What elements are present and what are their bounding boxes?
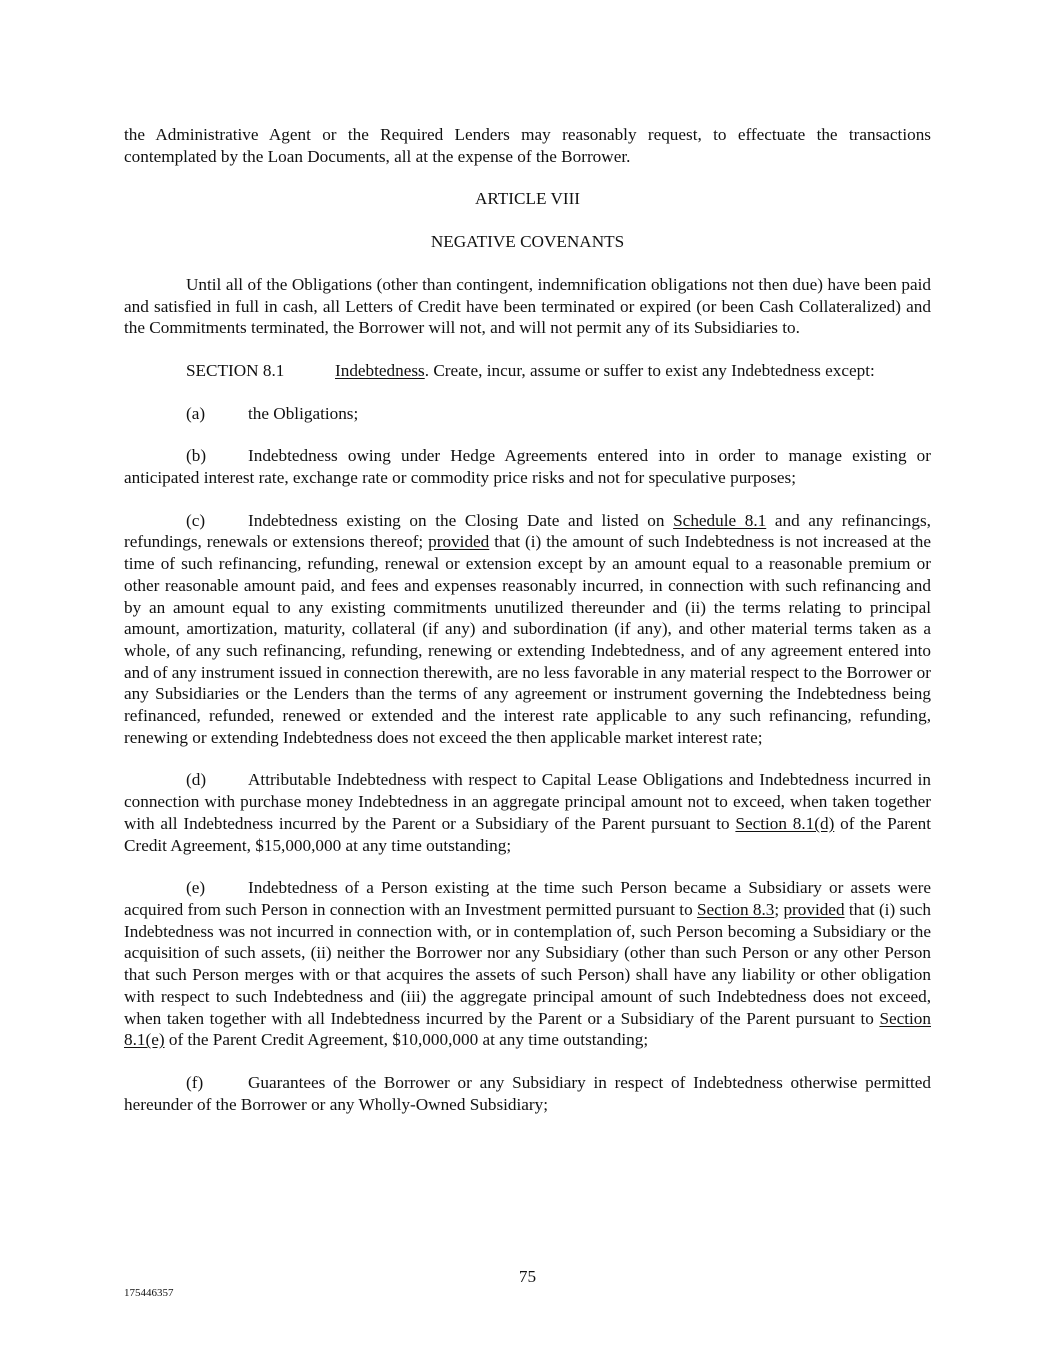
schedule-8-1-reference: Schedule 8.1 [673,510,767,530]
clause-e-text-3: that (i) such Indebtedness was not incurred in connection with, or in contemplation of, such Person becoming a Subsidiary or the acquisition of such assets, (ii) neither the Borrower nor any Subsidiary (other than such Person or any other Person that such Person merges with or that acquires the assets of such Person) shall have any liability or other obligation with respect to such Indebtedness and (iii) the aggregate principal amount of such Indebtedness does not exceed, when taken together with all Indebtedness incurred by the Parent or a Subsidiary of the Parent pursuant to [124,899,931,1028]
clause-c-label: (c) [186,510,206,530]
section-label: SECTION 8.1 [186,360,285,380]
intro-paragraph: the Administrative Agent or the Required Lenders may reasonably request, to effectuate the transactions contemplated by the Loan Documents, all at the expense of the Borrower. [124,125,931,166]
clause-d [124,769,931,856]
clause-d-text-2: of the Parent Credit Agreement, $15,000,000 at any time outstanding; [124,813,931,855]
clause-c [124,510,931,749]
clause-e-text-1: Indebtedness of a Person existing at the time such Person became a Subsidiary or assets were acquired from such Person in connection with an Investment permitted pursuant to [124,878,931,919]
clause-a-label: (a) [186,403,206,423]
clause-b [124,445,931,488]
article-title: NEGATIVE COVENANTS [430,232,625,252]
document-id: 175446357 [124,1287,174,1299]
clause-c-text-3: that (i) the amount of such Indebtedness is not increased at the time of such refinancing, refunding, renewal or extension except by an amount equal to a reasonable premium or other reasonable amount paid, and fees and expenses reasonably incurred, in connection with such refinancing and by an amount equal to any existing commitments unutilized thereunder and (ii) the terms relating to principal amount, amortization, maturity, collateral (if any) and subordination (if any), and other material terms taken as a whole, of any such refinancing, refunding, renewing or extending Indebtedness, and of any agreement entered into and of any instrument issued in connection therewith, are no less favorable in any material respect to the Borrower or any Subsidiaries or the Lenders than the terms of any agreement or instrument governing the Indebtedness being refinanced, refunded, renewed or extended and the interest rate applicable to any such refinancing, refunding, renewing or extending Indebtedness does not exceed the then applicable market interest rate; [124,532,931,747]
clause-c-text-1: Indebtedness existing on the Closing Date and listed on [248,510,674,530]
clause-f [124,1072,931,1115]
section-8-1-paragraph [124,360,931,382]
section-8-3-reference: Section 8.3 [696,899,775,919]
clause-c-text-2: and any refinancings, refundings, renewals or extensions thereof; [124,510,931,552]
provided-term: provided [783,899,845,919]
document-page [124,124,931,1115]
section-8-1-e-reference: Section 8.1(e) [124,1008,931,1050]
provided-term: provided [428,532,490,552]
clause-a-text: the Obligations; [248,403,359,423]
clause-d-label: (d) [186,770,207,790]
article-number: ARTICLE VIII [474,189,581,209]
page-number: 75 [518,1267,537,1286]
section-heading: Indebtedness [335,360,425,380]
section-text: . Create, incur, assume or suffer to exist any Indebtedness except: [424,360,875,380]
clause-b-text: Indebtedness owing under Hedge Agreements entered into in order to manage existing or anticipated interest rate, exchange rate or commodity price risks and not for speculative purposes; [124,446,931,488]
clause-f-text: Guarantees of the Borrower or any Subsidiary in respect of Indebtedness otherwise permitted hereunder of the Borrower or any Wholly-Owned Subsidiary; [124,1072,931,1114]
clause-d-text-1: Attributable Indebtedness with respect to Capital Lease Obligations and Indebtedness incurred in connection with purchase money Indebtedness in an aggregate principal amount not to exceed, when taken together with all Indebtedness incurred by the Parent or a Subsidiary of the Parent pursuant to [124,770,931,833]
preamble-paragraph: Until all of the Obligations (other than contingent, indemnification obligations not then due) have been paid and satisfied in full in cash, all Letters of Credit have been terminated or expired (or been Cash Collateralized) and the Commitments terminated, the Borrower will not, and will not permit any of its Subsidiaries to. [124,274,931,338]
clause-b-label: (b) [186,446,207,466]
clause-e-text-4: of the Parent Credit Agreement, $10,000,000 at any time outstanding; [164,1030,649,1050]
clause-e-text-2: ; [774,899,784,919]
clause-e [124,877,931,1051]
clause-e-label: (e) [186,878,206,898]
clause-f-label: (f) [186,1072,204,1092]
section-8-1-d-reference: Section 8.1(d) [735,813,835,833]
clause-a [124,403,931,425]
